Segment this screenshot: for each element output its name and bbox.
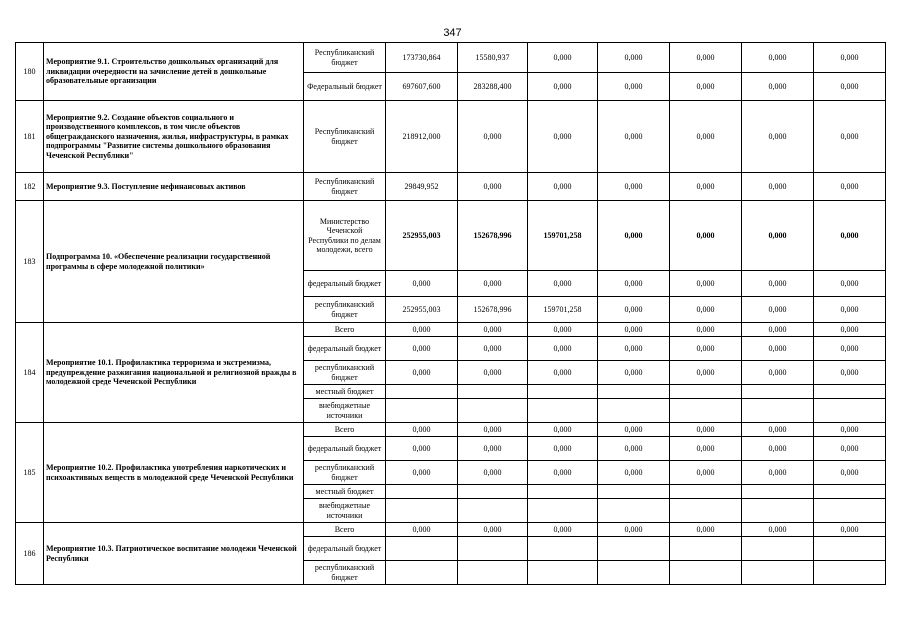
amount-cell: 0,000: [814, 337, 886, 361]
row-number: 186: [16, 523, 44, 585]
amount-cell: [814, 499, 886, 523]
amount-cell: 0,000: [742, 337, 814, 361]
amount-cell: [598, 399, 670, 423]
funding-source: федеральный бюджет: [304, 537, 386, 561]
amount-cell: 0,000: [814, 173, 886, 201]
amount-cell: [598, 499, 670, 523]
amount-cell: 0,000: [742, 523, 814, 537]
amount-cell: 0,000: [742, 361, 814, 385]
amount-cell: 152678,996: [458, 201, 528, 271]
amount-cell: 0,000: [598, 101, 670, 173]
amount-cell: 0,000: [814, 361, 886, 385]
table-row: [16, 201, 886, 271]
funding-source: Федеральный бюджет: [304, 73, 386, 101]
amount-cell: [742, 385, 814, 399]
amount-cell: 0,000: [814, 201, 886, 271]
amount-cell: [386, 399, 458, 423]
amount-cell: [528, 485, 598, 499]
event-name: Мероприятие 10.3. Патриотическое воспитание молодежи Чеченской Республики: [44, 523, 304, 585]
amount-cell: 0,000: [670, 361, 742, 385]
funding-source: внебюджетные источники: [304, 499, 386, 523]
table-row: [16, 523, 886, 537]
amount-cell: 0,000: [458, 173, 528, 201]
amount-cell: 152678,996: [458, 297, 528, 323]
amount-cell: 0,000: [814, 523, 886, 537]
amount-cell: 0,000: [598, 361, 670, 385]
table-row: [16, 101, 886, 173]
amount-cell: 0,000: [742, 43, 814, 73]
page-number: 347: [443, 27, 462, 39]
amount-cell: [742, 485, 814, 499]
amount-cell: [528, 385, 598, 399]
amount-cell: 0,000: [458, 101, 528, 173]
event-name: Мероприятие 10.2. Профилактика употребления наркотических и психоактивных веществ в молодежной среде Чеченской Республики: [44, 423, 304, 523]
amount-cell: 0,000: [386, 523, 458, 537]
funding-source: республиканский бюджет: [304, 561, 386, 585]
funding-source: Всего: [304, 523, 386, 537]
amount-cell: 0,000: [814, 43, 886, 73]
amount-cell: 0,000: [598, 201, 670, 271]
amount-cell: 29849,952: [386, 173, 458, 201]
amount-cell: 0,000: [742, 323, 814, 337]
amount-cell: 0,000: [814, 423, 886, 437]
table-row: [16, 173, 886, 201]
amount-cell: [458, 561, 528, 585]
amount-cell: 0,000: [528, 73, 598, 101]
amount-cell: 0,000: [458, 437, 528, 461]
amount-cell: [742, 499, 814, 523]
amount-cell: 0,000: [670, 323, 742, 337]
amount-cell: [670, 485, 742, 499]
amount-cell: 0,000: [386, 437, 458, 461]
amount-cell: 0,000: [598, 323, 670, 337]
row-number: 185: [16, 423, 44, 523]
amount-cell: [814, 485, 886, 499]
amount-cell: [598, 561, 670, 585]
amount-cell: [458, 385, 528, 399]
amount-cell: 0,000: [742, 297, 814, 323]
amount-cell: [386, 499, 458, 523]
amount-cell: 0,000: [598, 461, 670, 485]
amount-cell: 0,000: [670, 337, 742, 361]
amount-cell: 0,000: [598, 297, 670, 323]
amount-cell: [814, 385, 886, 399]
amount-cell: [814, 537, 886, 561]
row-number: 181: [16, 101, 44, 173]
amount-cell: 0,000: [528, 461, 598, 485]
event-name: Подпрограмма 10. «Обеспечение реализации государственной программы в сфере молодежной политики»: [44, 201, 304, 323]
amount-cell: 0,000: [598, 73, 670, 101]
amount-cell: 0,000: [528, 437, 598, 461]
amount-cell: 0,000: [814, 101, 886, 173]
amount-cell: 0,000: [742, 73, 814, 101]
amount-cell: 159701,258: [528, 297, 598, 323]
amount-cell: 0,000: [458, 461, 528, 485]
event-name: Мероприятие 10.1. Профилактика терроризма и экстремизма, предупреждение разжигания национальной и религиозной вражды в молодежной среде Чеченской Республики: [44, 323, 304, 423]
funding-source: федеральный бюджет: [304, 437, 386, 461]
amount-cell: [670, 385, 742, 399]
amount-cell: 0,000: [598, 437, 670, 461]
funding-source: Республиканский бюджет: [304, 101, 386, 173]
amount-cell: 15580,937: [458, 43, 528, 73]
event-name: Мероприятие 9.1. Строительство дошкольных организаций для ликвидации очередности на зачисление детей в дошкольные образовательные организации: [44, 43, 304, 101]
amount-cell: 0,000: [670, 43, 742, 73]
amount-cell: 252955,003: [386, 297, 458, 323]
budget-table: [15, 42, 886, 585]
amount-cell: [598, 485, 670, 499]
funding-source: внебюджетные источники: [304, 399, 386, 423]
amount-cell: 0,000: [742, 461, 814, 485]
amount-cell: 0,000: [670, 173, 742, 201]
amount-cell: 0,000: [528, 523, 598, 537]
amount-cell: [742, 537, 814, 561]
amount-cell: 0,000: [386, 337, 458, 361]
funding-source: республиканский бюджет: [304, 461, 386, 485]
amount-cell: [670, 561, 742, 585]
amount-cell: [528, 561, 598, 585]
table-row: [16, 43, 886, 73]
funding-source: местный бюджет: [304, 485, 386, 499]
funding-source: Министерство Чеченской Республики по делам молодежи, всего: [304, 201, 386, 271]
amount-cell: [742, 561, 814, 585]
amount-cell: [458, 399, 528, 423]
amount-cell: 0,000: [458, 323, 528, 337]
amount-cell: 0,000: [814, 437, 886, 461]
amount-cell: 218912,000: [386, 101, 458, 173]
amount-cell: [814, 561, 886, 585]
amount-cell: [386, 485, 458, 499]
amount-cell: 0,000: [528, 271, 598, 297]
amount-cell: 0,000: [670, 423, 742, 437]
amount-cell: [386, 385, 458, 399]
amount-cell: 0,000: [670, 101, 742, 173]
event-name: Мероприятие 9.2. Создание объектов социального и производственного комплексов, в том числе объектов общегражданского назначения, жилья, инфраструктуры, в рамках подпрограммы "Развитие системы дошкольного образования Чеченской Республики": [44, 101, 304, 173]
funding-source: федеральный бюджет: [304, 271, 386, 297]
amount-cell: 0,000: [458, 423, 528, 437]
funding-source: федеральный бюджет: [304, 337, 386, 361]
amount-cell: 0,000: [528, 173, 598, 201]
amount-cell: 0,000: [814, 461, 886, 485]
amount-cell: [458, 499, 528, 523]
amount-cell: 0,000: [386, 461, 458, 485]
amount-cell: [670, 537, 742, 561]
row-number: 182: [16, 173, 44, 201]
amount-cell: 0,000: [814, 73, 886, 101]
budget-table-body: [16, 43, 886, 585]
amount-cell: 159701,258: [528, 201, 598, 271]
amount-cell: 0,000: [458, 271, 528, 297]
amount-cell: 0,000: [814, 297, 886, 323]
amount-cell: 0,000: [598, 173, 670, 201]
amount-cell: 0,000: [528, 361, 598, 385]
amount-cell: 0,000: [670, 523, 742, 537]
amount-cell: [742, 399, 814, 423]
amount-cell: 0,000: [598, 271, 670, 297]
amount-cell: [670, 499, 742, 523]
amount-cell: 0,000: [742, 437, 814, 461]
amount-cell: 0,000: [814, 271, 886, 297]
amount-cell: 173730,864: [386, 43, 458, 73]
amount-cell: 0,000: [528, 323, 598, 337]
amount-cell: 283288,400: [458, 73, 528, 101]
amount-cell: 0,000: [742, 271, 814, 297]
amount-cell: 0,000: [598, 43, 670, 73]
table-row: [16, 323, 886, 337]
funding-source: местный бюджет: [304, 385, 386, 399]
row-number: 184: [16, 323, 44, 423]
funding-source: республиканский бюджет: [304, 361, 386, 385]
amount-cell: 0,000: [670, 201, 742, 271]
amount-cell: 0,000: [528, 337, 598, 361]
amount-cell: 0,000: [386, 271, 458, 297]
amount-cell: 0,000: [670, 461, 742, 485]
amount-cell: [528, 399, 598, 423]
event-name: Мероприятие 9.3. Поступление нефинансовых активов: [44, 173, 304, 201]
funding-source: Всего: [304, 423, 386, 437]
funding-source: Республиканский бюджет: [304, 43, 386, 73]
funding-source: Республиканский бюджет: [304, 173, 386, 201]
amount-cell: [598, 537, 670, 561]
amount-cell: [528, 537, 598, 561]
amount-cell: 0,000: [386, 323, 458, 337]
amount-cell: 0,000: [528, 423, 598, 437]
table-row: [16, 423, 886, 437]
funding-source: Всего: [304, 323, 386, 337]
amount-cell: [458, 485, 528, 499]
funding-source: республиканский бюджет: [304, 297, 386, 323]
amount-cell: 0,000: [598, 523, 670, 537]
amount-cell: [814, 399, 886, 423]
amount-cell: 0,000: [386, 423, 458, 437]
amount-cell: 252955,003: [386, 201, 458, 271]
amount-cell: 0,000: [670, 297, 742, 323]
amount-cell: 0,000: [670, 437, 742, 461]
amount-cell: [598, 385, 670, 399]
amount-cell: [386, 537, 458, 561]
amount-cell: 0,000: [742, 173, 814, 201]
amount-cell: 0,000: [742, 201, 814, 271]
amount-cell: 0,000: [670, 271, 742, 297]
amount-cell: 0,000: [742, 101, 814, 173]
amount-cell: [386, 561, 458, 585]
amount-cell: 0,000: [742, 423, 814, 437]
amount-cell: [458, 537, 528, 561]
amount-cell: 0,000: [814, 323, 886, 337]
amount-cell: 0,000: [528, 43, 598, 73]
amount-cell: 0,000: [528, 101, 598, 173]
amount-cell: 0,000: [386, 361, 458, 385]
row-number: 183: [16, 201, 44, 323]
amount-cell: [670, 399, 742, 423]
amount-cell: 0,000: [598, 337, 670, 361]
amount-cell: 0,000: [458, 337, 528, 361]
amount-cell: 0,000: [598, 423, 670, 437]
amount-cell: 0,000: [458, 523, 528, 537]
amount-cell: 697607,600: [386, 73, 458, 101]
amount-cell: 0,000: [458, 361, 528, 385]
row-number: 180: [16, 43, 44, 101]
amount-cell: 0,000: [670, 73, 742, 101]
amount-cell: [528, 499, 598, 523]
